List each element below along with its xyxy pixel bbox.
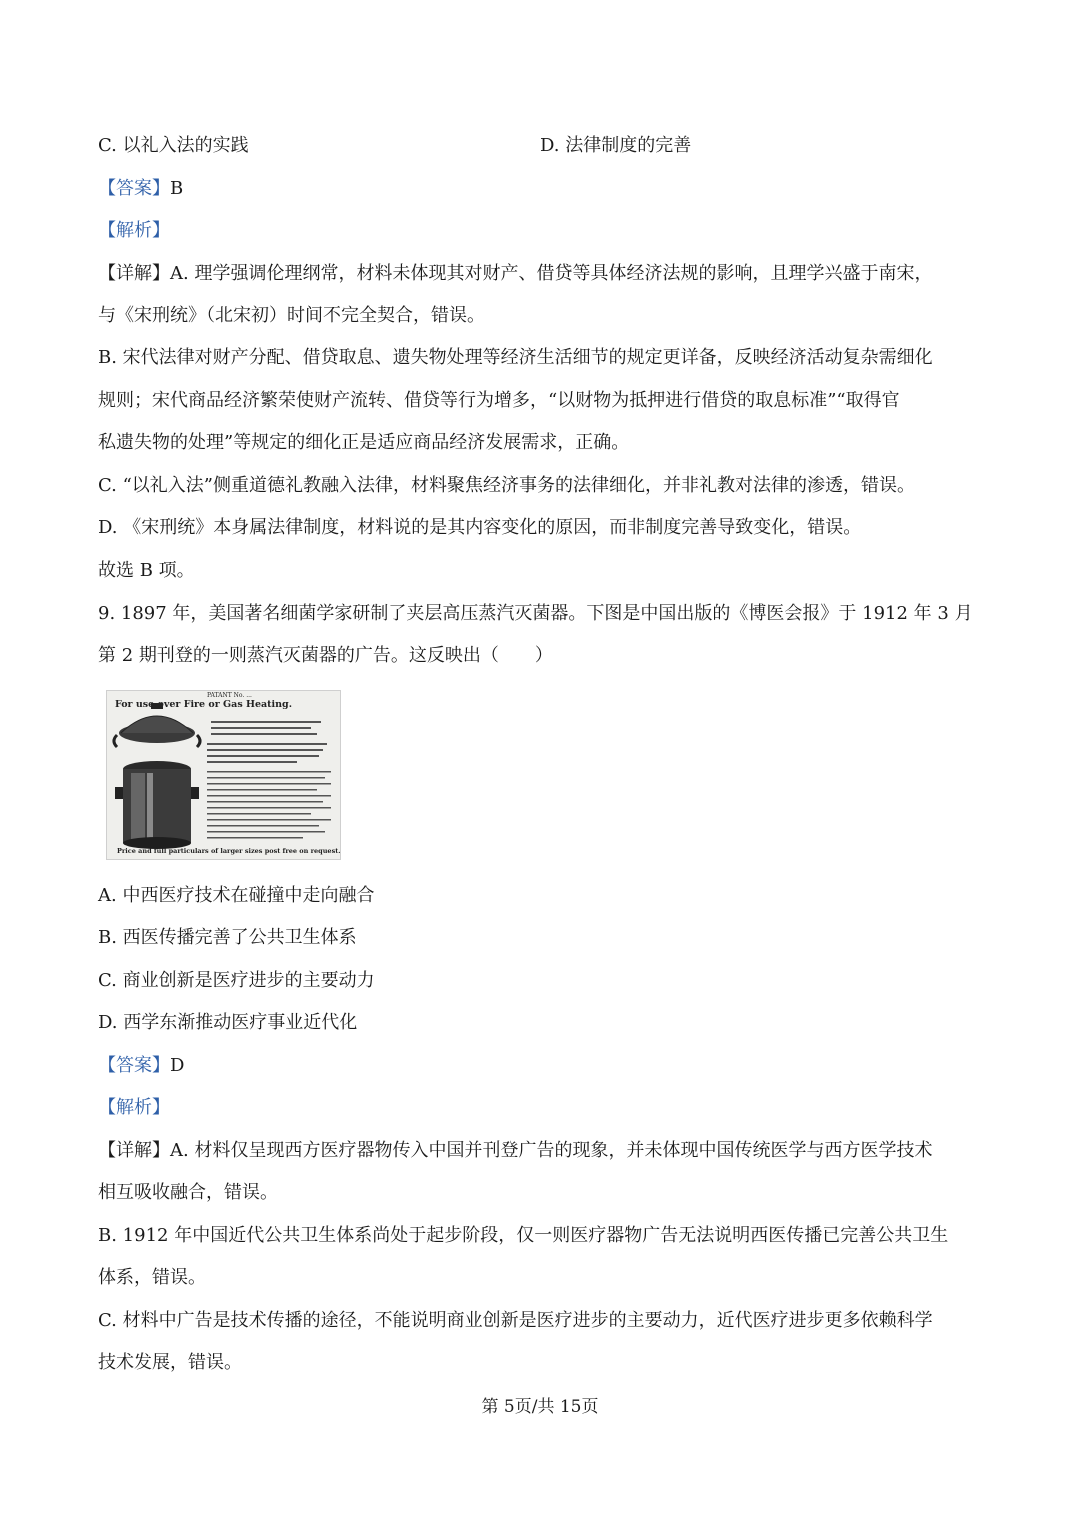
q8-detail-d: D. 《宋刑统》本身属法律制度，材料说的是其内容变化的原因，而非制度完善导致变化，错误。 [98,517,862,538]
answer-tag: 【答案】 [98,178,170,199]
q9-detail-b-line1: B. 1912 年中国近代公共卫生体系尚处于起步阶段，仅一则医疗器物广告无法说明西医传播已完善公共卫生 [98,1225,949,1246]
q9-stem-line2: 第 2 期刊登的一则蒸汽灭菌器的广告。这反映出（ ） [98,645,553,666]
sterilizer-illustration [107,691,340,859]
q8-answer [98,177,183,201]
q8-detail-b-line3: 私遗失物的处理”等规定的细化正是适应商品经济发展需求，正确。 [98,432,630,453]
q8-detail-a-line2: 与《宋刑统》（北宋初）时间不完全契合，错误。 [98,305,485,326]
q9-detail-c-line1: C. 材料中广告是技术传播的途径，不能说明商业创新是医疗进步的主要动力，近代医疗进步更多依赖科学 [98,1310,933,1331]
answer-value: D [170,1055,185,1076]
q8-option-c: C. 以礼入法的实践 [98,135,249,156]
ad-caption: Price and full particulars of larger sizes post free on request. [117,847,341,855]
q9-detail-a-line2: 相互吸收融合，错误。 [98,1182,278,1203]
detail-tag: 【详解】 [98,1140,170,1161]
q8-conclusion: 故选 B 项。 [98,560,195,581]
answer-tag: 【答案】 [98,1055,170,1076]
ad-headline: For use over Fire or Gas Heating. [115,699,293,710]
q9-detail-a-line1 [98,1139,932,1163]
q8-detail-a-line1 [98,262,932,286]
q8-detail-b-line1: B. 宋代法律对财产分配、借贷取息、遗失物处理等经济生活细节的规定更详备，反映经济活动复杂需细化 [98,347,933,368]
sterilizer-advertisement-image [106,690,341,860]
q9-analysis-tag: 【解析】 [98,1097,170,1118]
page-number-footer: 第 5页/共 15页 [481,1397,599,1417]
q9-detail-c-line2: 技术发展，错误。 [98,1352,242,1373]
q8-detail-b-line2: 规则；宋代商品经济繁荣使财产流转、借贷等行为增多，“以财物为抵押进行借贷的取息标准”“取得官 [98,390,900,411]
q9-option-d: D. 西学东渐推动医疗事业近代化 [98,1012,358,1033]
q8-option-d: D. 法律制度的完善 [540,135,692,156]
q9-option-b: B. 西医传播完善了公共卫生体系 [98,927,357,948]
q8-detail-c: C. “以礼入法”侧重道德礼教融入法律，材料聚焦经济事务的法律细化，并非礼教对法律的渗透，错误。 [98,475,915,496]
q8-analysis-tag: 【解析】 [98,220,170,241]
q9-answer [98,1054,184,1078]
q9-option-c: C. 商业创新是医疗进步的主要动力 [98,970,375,991]
q9-detail-b-line2: 体系，错误。 [98,1267,206,1288]
q9-option-a: A. 中西医疗技术在碰撞中走向融合 [98,885,375,906]
answer-value: B [170,178,184,199]
q9-stem-line1: 9. 1897 年，美国著名细菌学家研制了夹层高压蒸汽灭菌器。下图是中国出版的《博医会报》于 1912 年 3 月 [98,603,973,624]
detail-text: A. 理学强调伦理纲常，材料未体现其对财产、借贷等具体经济法规的影响，且理学兴盛于南宋， [170,263,933,284]
detail-tag: 【详解】 [98,263,170,284]
detail-text: A. 材料仅呈现西方医疗器物传入中国并刊登广告的现象，并未体现中国传统医学与西方医学技术 [170,1140,933,1161]
ad-patent-line: PATANT No. ... [207,692,252,699]
